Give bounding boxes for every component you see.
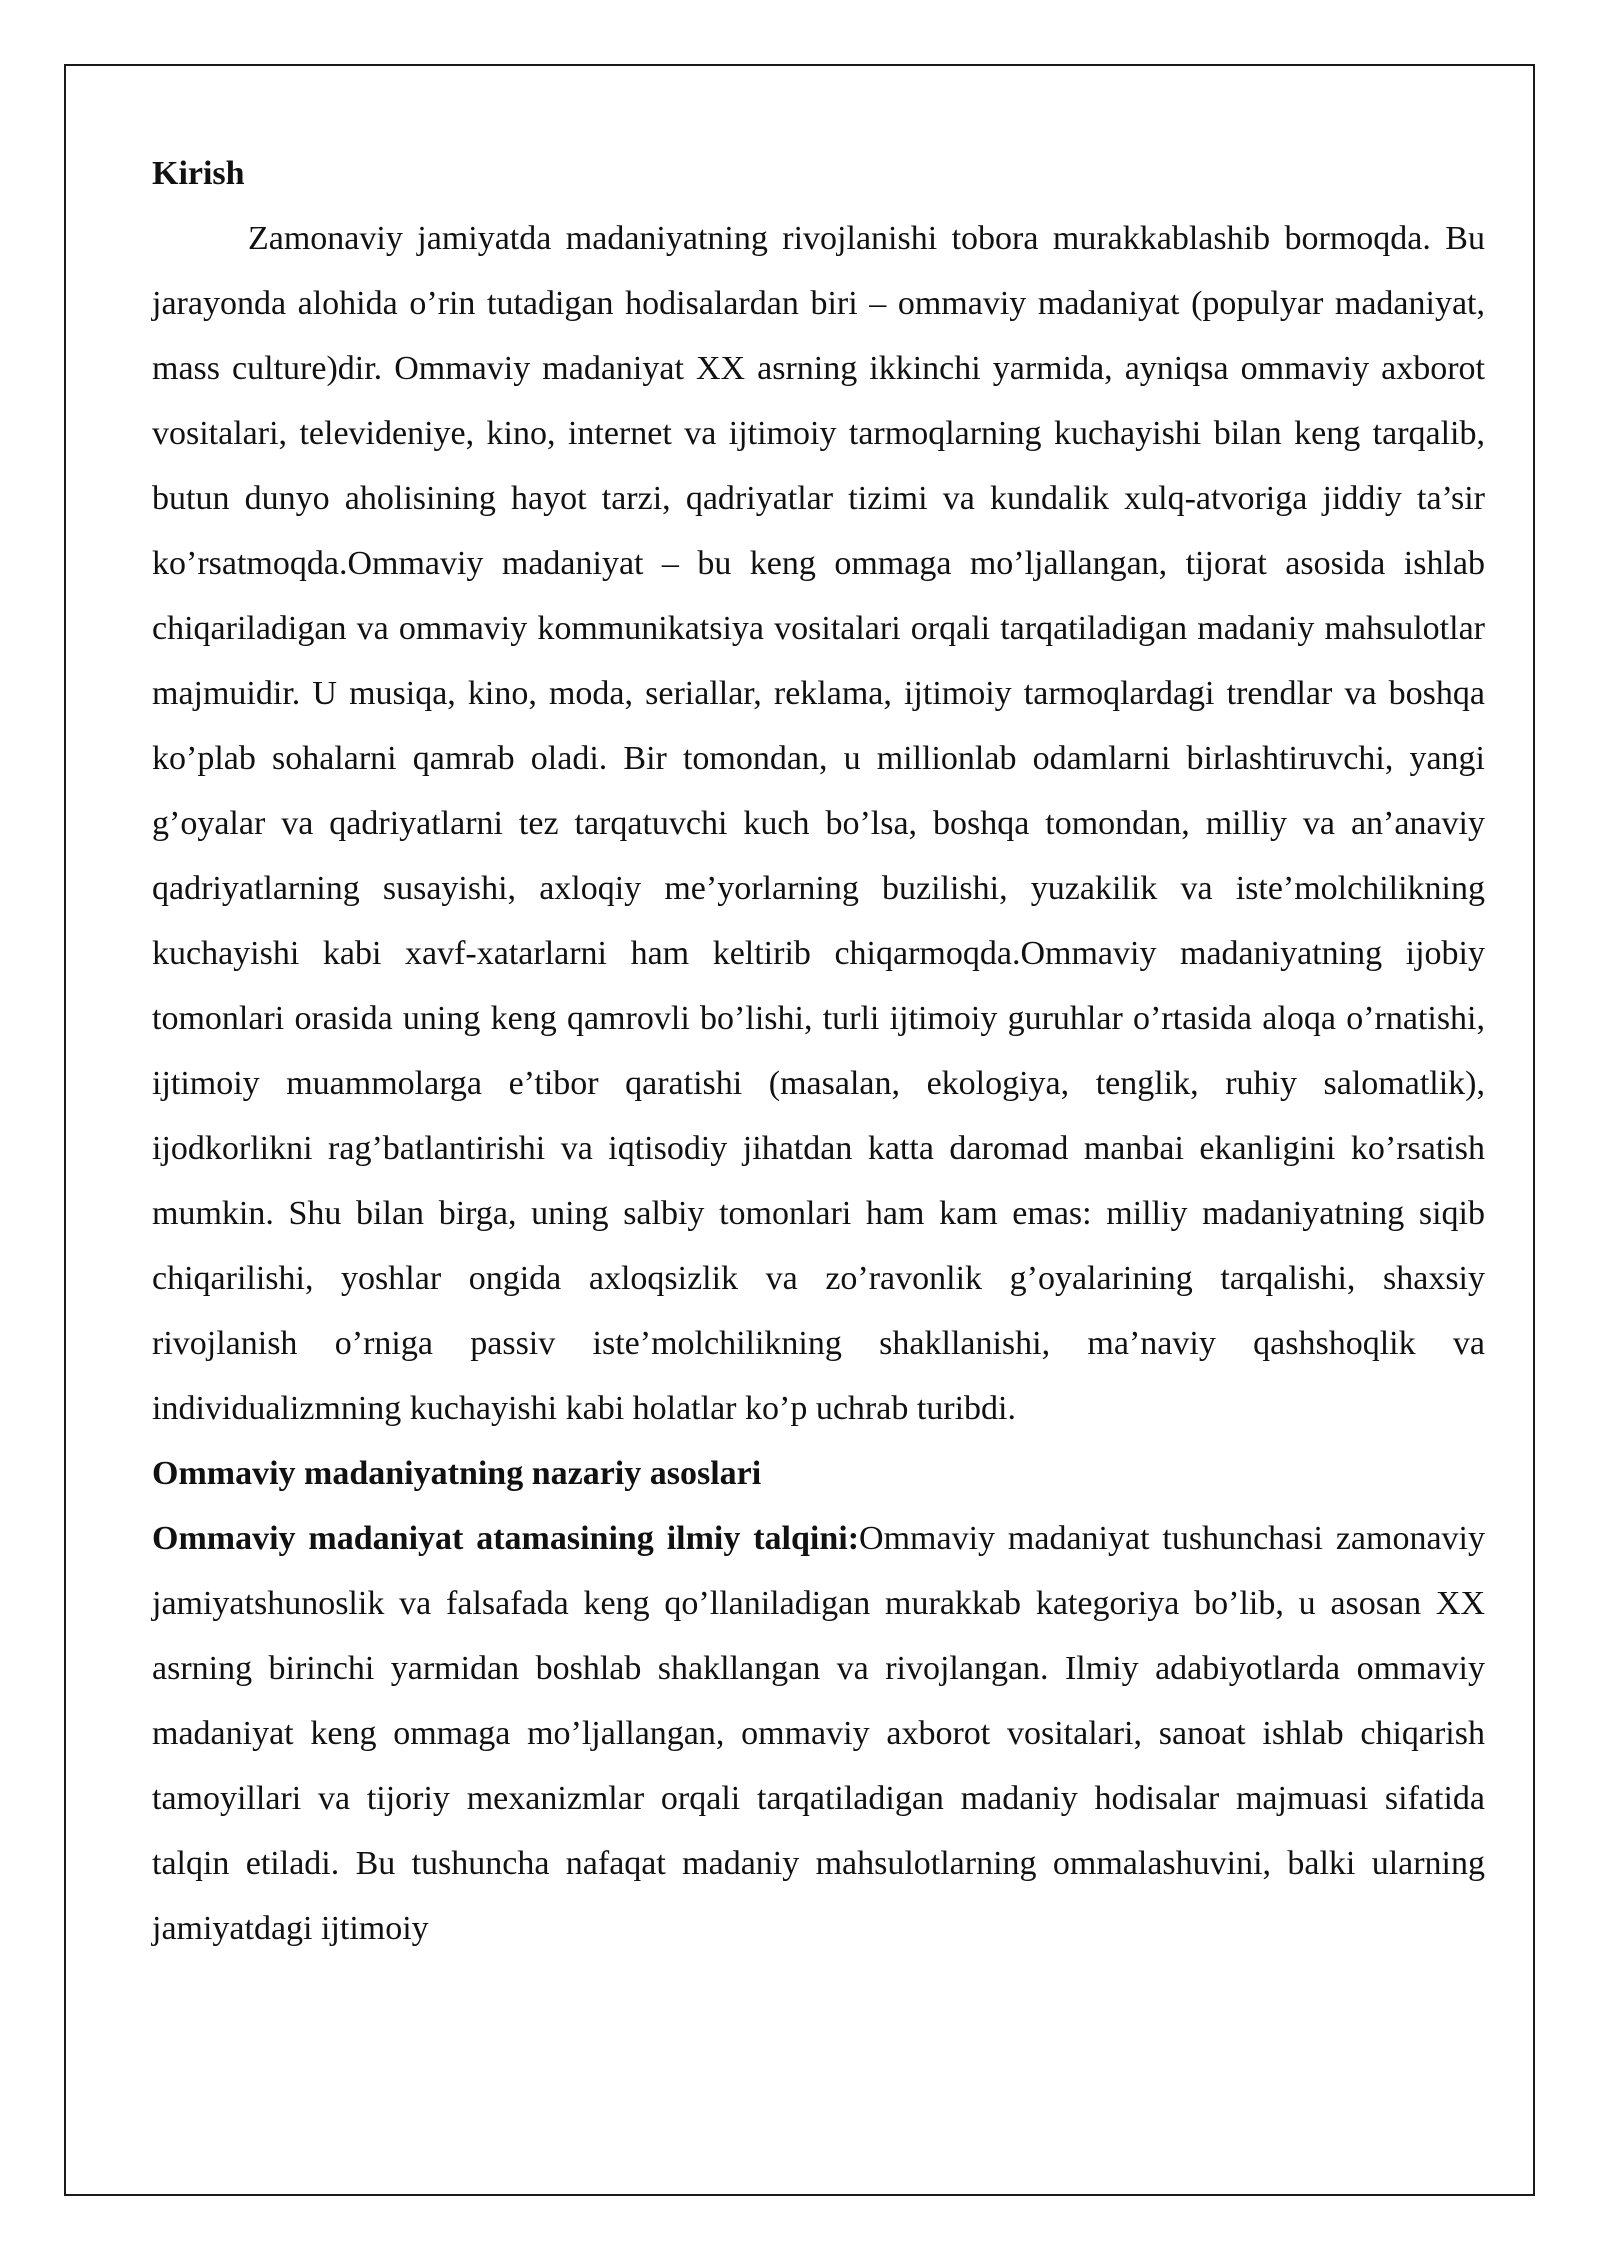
subsection-label: Ommaviy madaniyat atamasining ilmiy talqini:	[152, 1520, 860, 1557]
section-heading: Ommaviy madaniyatning nazariy asoslari	[152, 1455, 762, 1492]
intro-heading: Kirish	[152, 155, 245, 192]
intro-paragraph: Zamonaviy jamiyatda madaniyatning rivojlanishi tobora murakkablashib bormoqda. Bu jarayonda alohida o’rin tutadigan hodisalardan biri – ommaviy madaniyat (populyar madaniyat, mass culture)dir. Ommaviy madaniyat XX asrning ikkinchi yarmida, ayniqsa ommaviy axborot vositalari, televideniye, kino, internet va ijtimoiy tarmoqlarning kuchayishi bilan keng tarqalib, butun dunyo aholisining hayot tarzi, qadriyatlar tizimi va kundalik xulq-atvoriga jiddiy ta’sir ko’rsatmoqda.Ommaviy madaniyat – bu keng ommaga mo’ljallangan, tijorat asosida ishlab chiqariladigan va ommaviy kommunikatsiya vositalari orqali tarqatiladigan madaniy mahsulotlar majmuidir. U musiqa, kino, moda, seriallar, reklama, ijtimoiy tarmoqlardagi trendlar va boshqa ko’plab sohalarni qamrab oladi. Bir tomondan, u millionlab odamlarni birlashtiruvchi, yangi g’oyalar va qadriyatlarni tez tarqatuvchi kuch bo’lsa, boshqa tomondan, milliy va an’anaviy qadriyatlarning susayishi, axloqiy me’yorlarning buzilishi, yuzakilik va iste’molchilikning kuchayishi kabi xavf-xatarlarni ham keltirib chiqarmoqda.Ommaviy madaniyatning ijobiy tomonlari orasida uning keng qamrovli bo’lishi, turli ijtimoiy guruhlar o’rtasida aloqa o’rnatishi, ijtimoiy muammolarga e’tibor qaratishi (masalan, ekologiya, tenglik, ruhiy salomatlik), ijodkorlikni rag’batlantirishi va iqtisodiy jihatdan katta daromad manbai ekanligini ko’rsatish mumkin. Shu bilan birga, uning salbiy tomonlari ham kam emas: milliy madaniyatning siqib chiqarilishi, yoshlar ongida axloqsizlik va zo’ravonlik g’oyalarining tarqalishi, shaxsiy rivojlanish o’rniga passiv iste’molchilikning shakllanishi, ma’naviy qashshoqlik va individualizmning kuchayishi kabi holatlar ko’p uchrab turibdi.	[152, 220, 1485, 1427]
document-body	[152, 141, 1485, 1961]
subsection-text: Ommaviy madaniyat tushunchasi zamonaviy jamiyatshunoslik va falsafada keng qo’llaniladigan murakkab kategoriya bo’lib, u asosan XX asrning birinchi yarmidan boshlab shakllangan va rivojlangan. Ilmiy adabiyotlarda ommaviy madaniyat keng ommaga mo’ljallangan, ommaviy axborot vositalari, sanoat ishlab chiqarish tamoyillari va tijoriy mexanizmlar orqali tarqatiladigan madaniy hodisalar majmuasi sifatida talqin etiladi. Bu tushuncha nafaqat madaniy mahsulotlarning ommalashuvini, balki ularning jamiyatdagi ijtimoiy	[152, 1520, 1486, 1947]
subsection-paragraph	[152, 1506, 1485, 1961]
